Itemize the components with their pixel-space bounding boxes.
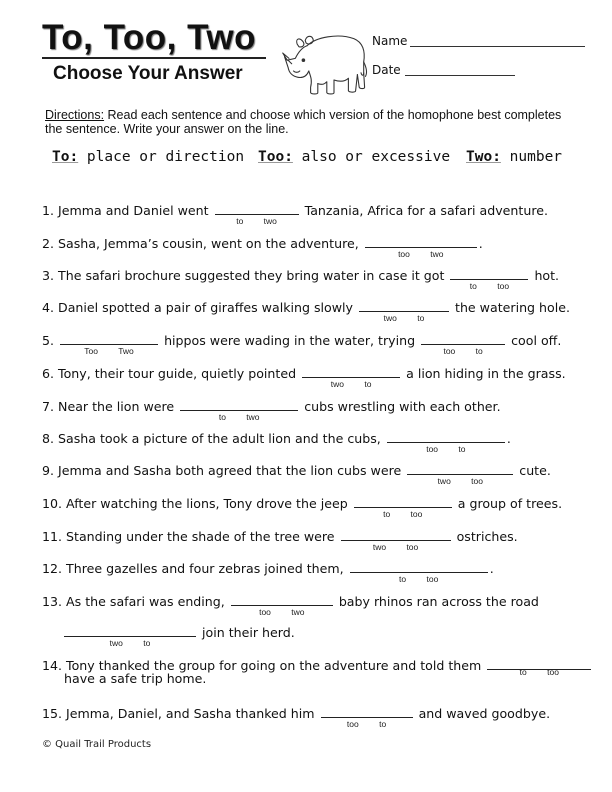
question-text: cute. xyxy=(519,463,551,478)
question-text: 8. Sasha took a picture of the adult lion and the cubs, xyxy=(42,431,381,446)
title-underline xyxy=(42,57,266,59)
question-text: 11. Standing under the shade of the tree were xyxy=(42,529,335,544)
question-text: 9. Jemma and Sasha both agreed that the lion cubs were xyxy=(42,463,402,478)
question-1 xyxy=(42,202,548,226)
question-7 xyxy=(42,398,501,422)
date-label: Date xyxy=(372,63,401,77)
question-text: 15. Jemma, Daniel, and Sasha thanked him xyxy=(42,706,315,721)
question-9 xyxy=(42,462,551,486)
key-word: Too: xyxy=(258,149,293,165)
question-13-line-2 xyxy=(64,624,295,648)
key-word: To: xyxy=(52,149,79,165)
question-text: 7. Near the lion were xyxy=(42,399,175,414)
rhino-illustration xyxy=(280,26,370,98)
question-text: . xyxy=(489,561,494,576)
question-text: ostriches. xyxy=(456,529,518,544)
answer-blank[interactable] xyxy=(215,202,299,226)
answer-blank[interactable] xyxy=(354,495,452,519)
answer-options: to two xyxy=(236,216,277,226)
answer-options: too to xyxy=(346,719,387,729)
answer-options: too two xyxy=(398,249,444,259)
question-15 xyxy=(42,705,551,729)
question-14-line-2 xyxy=(64,671,206,687)
answer-blank[interactable] xyxy=(387,430,505,454)
answer-options: to too xyxy=(383,509,423,519)
question-4 xyxy=(42,299,570,323)
question-11 xyxy=(42,528,518,552)
answer-blank[interactable] xyxy=(450,267,528,291)
key-word: Two: xyxy=(466,149,501,165)
answer-options: too to xyxy=(443,346,483,356)
answer-blank[interactable] xyxy=(421,332,505,356)
worksheet-subtitle: Choose Your Answer xyxy=(53,63,243,84)
answer-blank[interactable] xyxy=(359,299,449,323)
question-5 xyxy=(42,332,562,356)
answer-blank[interactable] xyxy=(60,332,158,356)
answer-options: Too Two xyxy=(84,346,134,356)
question-text: hot. xyxy=(534,268,560,283)
question-8 xyxy=(42,430,511,454)
question-6 xyxy=(42,365,566,389)
question-text: baby rhinos ran across the road xyxy=(338,594,539,609)
worksheet-title: To, Too, Two xyxy=(42,18,256,57)
key-meaning: number xyxy=(500,149,563,165)
answer-blank[interactable] xyxy=(64,624,196,648)
question-text: . xyxy=(478,236,483,251)
directions-label: Directions: xyxy=(45,108,105,122)
answer-options: to too xyxy=(469,281,510,291)
question-text: . xyxy=(506,431,511,446)
directions-text: Read each sentence and choose which version of the homophone best completes the sentence. Write your answer on the line. xyxy=(45,108,562,136)
key-meaning: also or excessive xyxy=(292,149,451,165)
key-two xyxy=(466,149,562,165)
question-10 xyxy=(42,495,563,519)
answer-options: two too xyxy=(372,542,419,552)
copyright: © Quail Trail Products xyxy=(42,739,152,750)
answer-blank[interactable] xyxy=(407,462,513,486)
answer-options: two too xyxy=(437,476,483,486)
question-13 xyxy=(42,593,539,617)
question-text: 1. Jemma and Daniel went xyxy=(42,203,209,218)
question-text: 2. Sasha, Jemma’s cousin, went on the adventure, xyxy=(42,236,359,251)
answer-blank[interactable] xyxy=(350,560,488,584)
question-text: 3. The safari brochure suggested they bring water in case it got xyxy=(42,268,445,283)
answer-blank[interactable] xyxy=(321,705,413,729)
question-text: 12. Three gazelles and four zebras joined them, xyxy=(42,561,344,576)
question-text: join their herd. xyxy=(202,625,295,640)
question-text: a lion hiding in the grass. xyxy=(406,366,566,381)
answer-blank[interactable] xyxy=(341,528,451,552)
question-text: hippos were wading in the water, trying xyxy=(164,333,416,348)
answer-options: to two xyxy=(218,412,260,422)
key-too xyxy=(258,149,450,165)
question-text: the watering hole. xyxy=(455,300,570,315)
answer-options: two to xyxy=(383,313,425,323)
date-field[interactable] xyxy=(405,75,515,76)
key-to xyxy=(52,149,244,165)
answer-options: to too xyxy=(399,574,439,584)
question-text: have a safe trip home. xyxy=(64,671,207,686)
answer-blank[interactable] xyxy=(231,593,333,617)
answer-options: to too xyxy=(519,667,559,677)
question-12 xyxy=(42,560,494,584)
name-label: Name xyxy=(372,34,408,48)
question-text: 6. Tony, their tour guide, quietly pointed xyxy=(42,366,297,381)
key-meaning: place or direction xyxy=(78,149,245,165)
question-text: cool off. xyxy=(511,333,562,348)
question-text: 5. xyxy=(42,333,55,348)
question-text: cubs wrestling with each other. xyxy=(304,399,501,414)
question-text: and waved goodbye. xyxy=(418,706,551,721)
answer-blank[interactable] xyxy=(180,398,298,422)
answer-blank[interactable] xyxy=(487,657,591,677)
question-text: a group of trees. xyxy=(457,496,563,511)
answer-options: two to xyxy=(330,379,372,389)
name-field[interactable] xyxy=(410,46,585,47)
answer-blank[interactable] xyxy=(365,235,477,259)
question-text: 14. Tony thanked the group for going on the adventure and told them xyxy=(42,658,482,673)
answer-options: too to xyxy=(426,444,466,454)
question-2 xyxy=(42,235,483,259)
question-text: 10. After watching the lions, Tony drove the jeep xyxy=(42,496,348,511)
question-text: 4. Daniel spotted a pair of giraffes walking slowly xyxy=(42,300,353,315)
answer-options: too two xyxy=(259,607,305,617)
answer-blank[interactable] xyxy=(302,365,400,389)
question-text: Tanzania, Africa for a safari adventure. xyxy=(304,203,548,218)
answer-options: two to xyxy=(109,638,151,648)
question-text: 13. As the safari was ending, xyxy=(42,594,225,609)
question-3 xyxy=(42,267,560,291)
directions xyxy=(45,108,575,136)
